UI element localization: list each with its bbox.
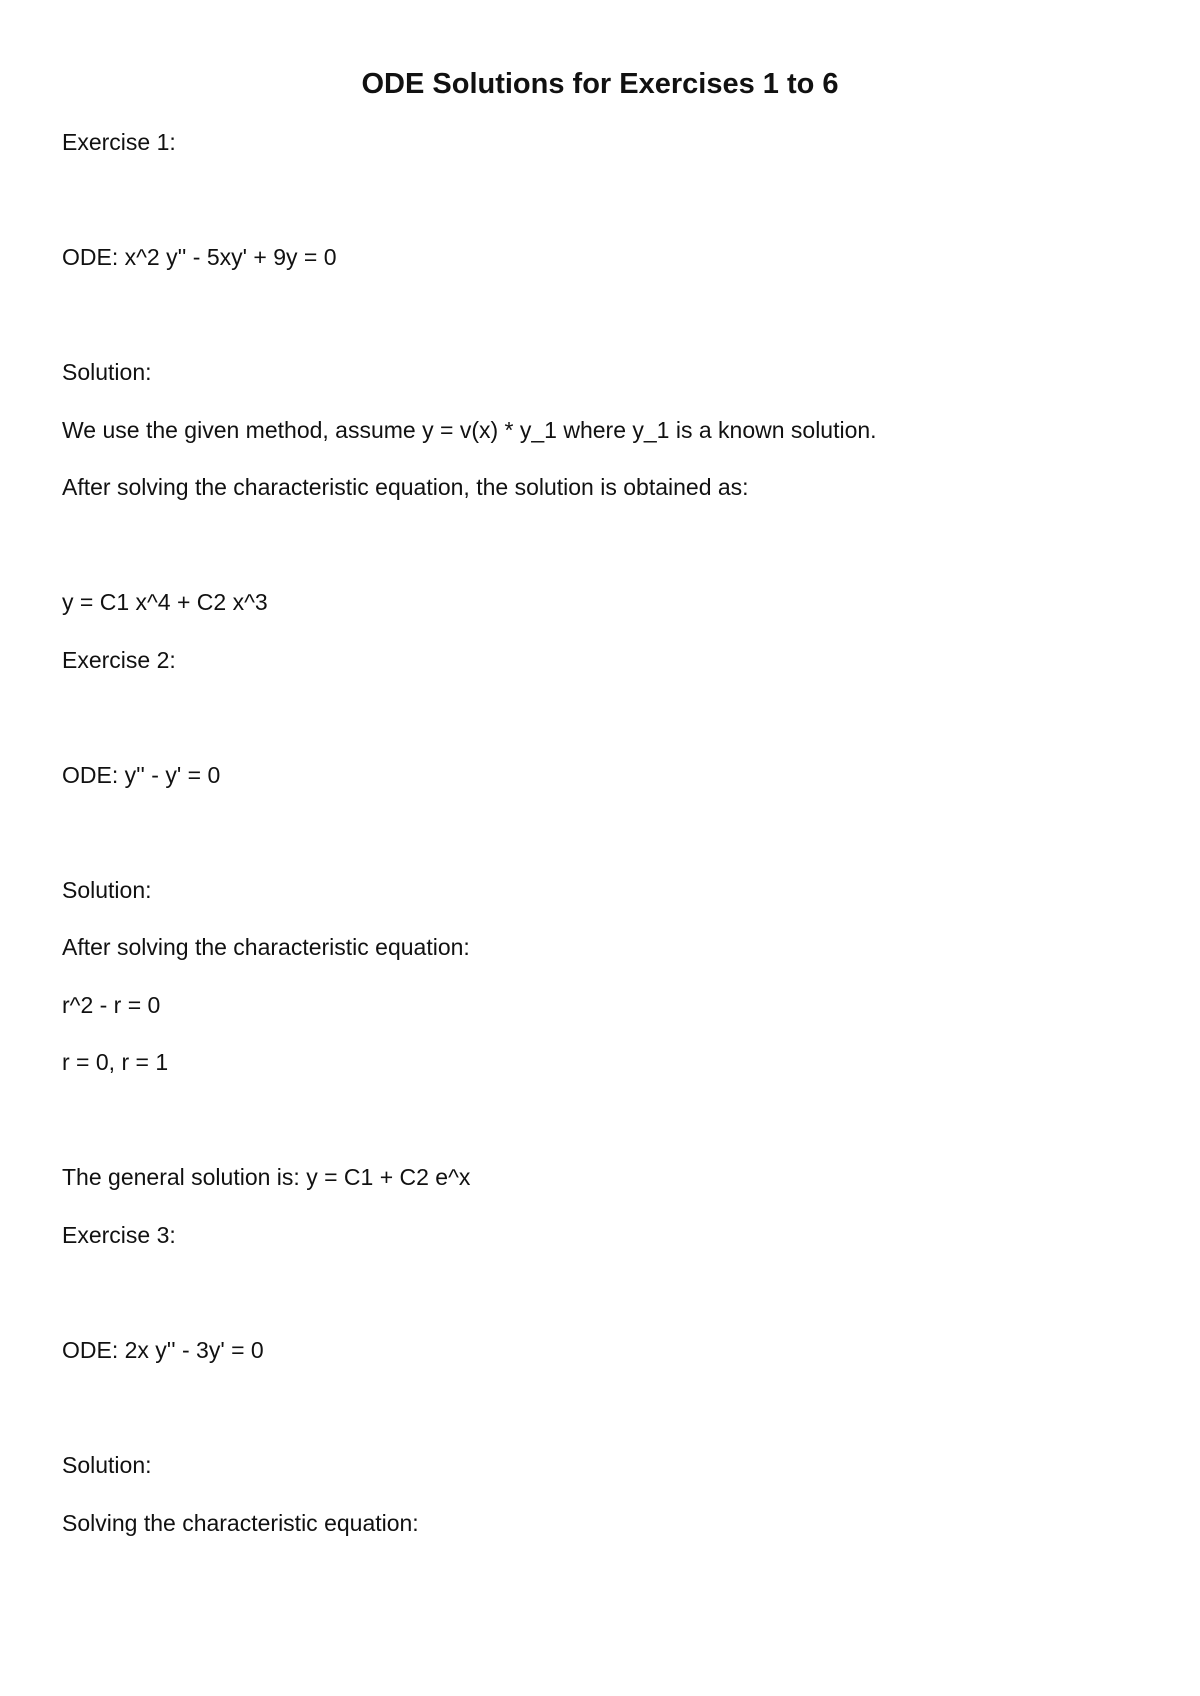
- exercise-2-heading: Exercise 2:: [62, 647, 176, 673]
- exercise-1-method-text: We use the given method, assume y = v(x) * y_1 where y_1 is a known solution.: [62, 417, 877, 443]
- exercise-1-heading: Exercise 1:: [62, 129, 176, 155]
- exercise-1-solution-label: Solution:: [62, 359, 152, 385]
- exercise-2-roots: r = 0, r = 1: [62, 1049, 169, 1075]
- exercise-1-characteristic-text: After solving the characteristic equation, the solution is obtained as:: [62, 474, 749, 500]
- exercise-3-characteristic-text: Solving the characteristic equation:: [62, 1510, 419, 1536]
- exercise-1-result: y = C1 x^4 + C2 x^3: [62, 589, 268, 615]
- exercise-3-ode: ODE: 2x y'' - 3y' = 0: [62, 1337, 264, 1363]
- exercise-2-solution-label: Solution:: [62, 877, 152, 903]
- exercise-2-general-solution: The general solution is: y = C1 + C2 e^x: [62, 1164, 471, 1190]
- exercise-1-ode: ODE: x^2 y'' - 5xy' + 9y = 0: [62, 244, 337, 270]
- exercise-2-ode: ODE: y'' - y' = 0: [62, 762, 221, 788]
- exercise-2-characteristic-equation: r^2 - r = 0: [62, 992, 161, 1018]
- exercise-3-solution-label: Solution:: [62, 1452, 152, 1478]
- document-title: ODE Solutions for Exercises 1 to 6: [361, 68, 839, 100]
- exercise-3-heading: Exercise 3:: [62, 1222, 176, 1248]
- exercise-2-characteristic-text: After solving the characteristic equation:: [62, 934, 470, 960]
